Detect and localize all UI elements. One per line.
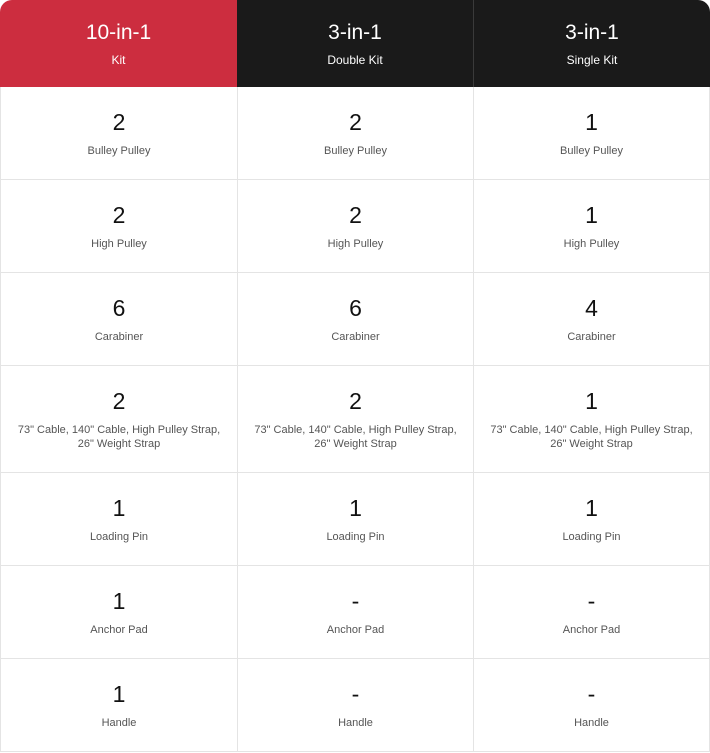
table-cell xyxy=(0,659,237,751)
table-cell xyxy=(237,659,473,751)
quantity-value: - xyxy=(351,587,360,614)
item-label: Bulley Pulley xyxy=(560,144,623,157)
quantity-value: - xyxy=(587,680,596,707)
column-subtitle: Double Kit xyxy=(327,52,383,67)
table-cell xyxy=(237,473,473,565)
table-row xyxy=(0,273,710,366)
table-cell xyxy=(0,180,237,272)
quantity-value: 6 xyxy=(112,294,126,321)
item-label: High Pulley xyxy=(327,237,384,250)
table-cell xyxy=(237,273,473,365)
item-label: High Pulley xyxy=(91,237,147,250)
table-row xyxy=(0,366,710,473)
item-label: Loading Pin xyxy=(89,530,149,543)
quantity-value: 1 xyxy=(585,494,598,521)
table-cell xyxy=(473,566,710,658)
item-label: Loading Pin xyxy=(562,530,621,543)
column-subtitle: Single Kit xyxy=(566,52,618,67)
table-cell xyxy=(0,566,237,658)
quantity-value: 2 xyxy=(112,108,126,135)
item-label: Anchor Pad xyxy=(562,623,621,636)
quantity-value: 1 xyxy=(585,387,598,414)
table-cell xyxy=(473,87,710,179)
item-label: Loading Pin xyxy=(326,530,385,543)
quantity-value: - xyxy=(587,587,596,614)
item-label: Carabiner xyxy=(331,330,380,343)
quantity-value: 2 xyxy=(349,201,362,228)
item-label: Carabiner xyxy=(567,330,616,343)
table-cell xyxy=(0,473,237,565)
item-label: Handle xyxy=(338,716,373,729)
quantity-value: 1 xyxy=(112,680,126,707)
quantity-value: 1 xyxy=(349,494,362,521)
quantity-value: 2 xyxy=(112,201,126,228)
item-label: Handle xyxy=(574,716,609,729)
table-cell xyxy=(473,659,710,751)
item-label: Carabiner xyxy=(94,330,144,343)
table-header xyxy=(0,0,710,87)
table-cell xyxy=(0,366,237,472)
table-row xyxy=(0,473,710,566)
item-label: Bulley Pulley xyxy=(87,144,151,157)
item-label: High Pulley xyxy=(563,237,620,250)
quantity-value: 2 xyxy=(349,108,362,135)
table-cell xyxy=(473,366,710,472)
table-cell xyxy=(473,473,710,565)
column-header-3-in-1-double-kit xyxy=(237,0,473,87)
table-cell xyxy=(0,273,237,365)
table-row xyxy=(0,566,710,659)
item-label: 73" Cable, 140" Cable, High Pulley Strap, 26" Weight Strap xyxy=(254,423,457,450)
table-cell xyxy=(0,87,237,179)
quantity-value: 4 xyxy=(585,294,598,321)
quantity-value: 2 xyxy=(112,387,126,414)
quantity-value: 6 xyxy=(349,294,362,321)
table-cell xyxy=(237,566,473,658)
quantity-value: 1 xyxy=(112,494,126,521)
table-row xyxy=(0,180,710,273)
item-label: 73" Cable, 140" Cable, High Pulley Strap, 26" Weight Strap xyxy=(490,423,693,450)
item-label: Bulley Pulley xyxy=(324,144,387,157)
quantity-value: - xyxy=(351,680,360,707)
table-cell xyxy=(473,273,710,365)
column-title: 3-in-1 xyxy=(565,20,619,44)
table-cell xyxy=(237,180,473,272)
table-row xyxy=(0,87,710,180)
column-subtitle: Kit xyxy=(111,52,126,67)
column-title: 3-in-1 xyxy=(328,20,382,44)
quantity-value: 1 xyxy=(585,201,598,228)
table-cell xyxy=(237,366,473,472)
quantity-value: 2 xyxy=(349,387,362,414)
item-label: Anchor Pad xyxy=(90,623,148,636)
quantity-value: 1 xyxy=(112,587,126,614)
item-label: Anchor Pad xyxy=(326,623,385,636)
column-title: 10-in-1 xyxy=(85,20,152,44)
column-header-10-in-1-kit xyxy=(0,0,237,87)
table-cell xyxy=(473,180,710,272)
item-label: Handle xyxy=(101,716,137,729)
item-label: 73" Cable, 140" Cable, High Pulley Strap, 26" Weight Strap xyxy=(17,423,221,450)
table-row xyxy=(0,659,710,752)
column-header-3-in-1-single-kit xyxy=(473,0,710,87)
quantity-value: 1 xyxy=(585,108,598,135)
table-cell xyxy=(237,87,473,179)
